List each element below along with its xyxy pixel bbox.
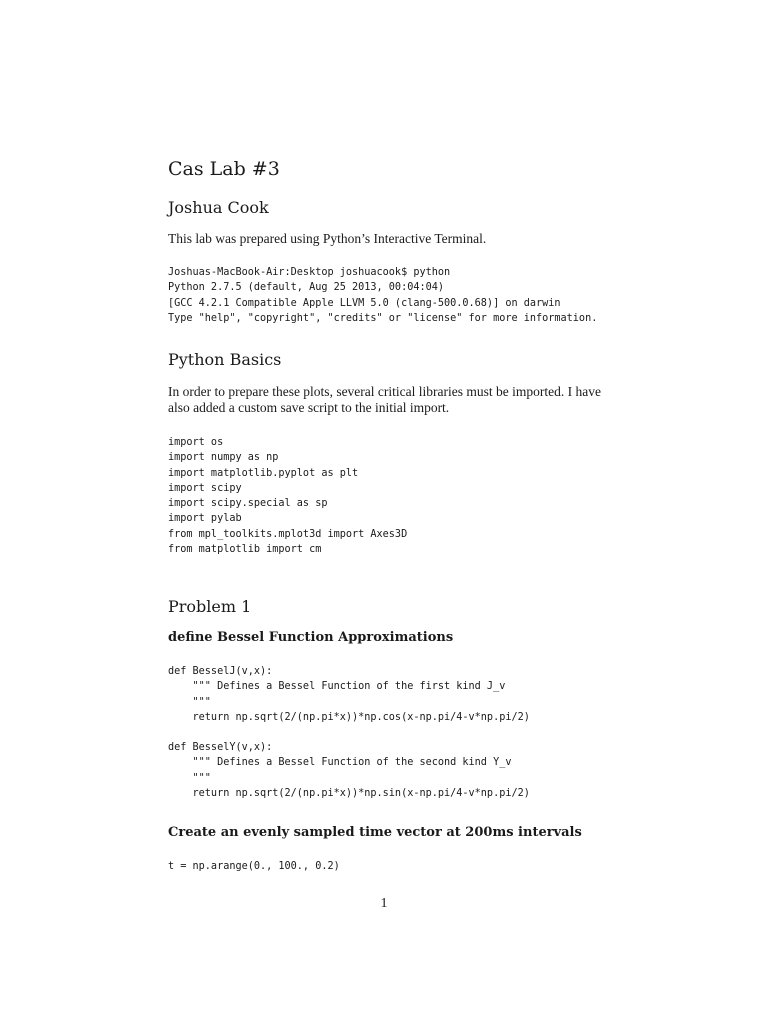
besselj-code-block: def BesselJ(v,x): """ Defines a Bessel Function of the first kind J_v """ return np.sqrt(2/(np.pi*x))*np.cos(x-np.pi/4-v*np.pi/2) [168,666,530,723]
intro-paragraph: This lab was prepared using Python’s Interactive Terminal. [168,231,487,246]
imports-code-block: import os import numpy as np import matplotlib.pyplot as plt import scipy import scipy.special as sp import pylab from mpl_toolkits.mplot3d import Axes3D from matplotlib import cm [168,437,408,556]
terminal-code-block: Joshuas-MacBook-Air:Desktop joshuacook$ python Python 2.7.5 (default, Aug 25 2013, 00:04:04) [GCC 4.2.1 Compatible Apple LLVM 5.0 (clang-500.0.68)] on darwin Type "help", "copyright", "credits" or "license" for more information. [168,267,598,324]
basics-paragraph: In order to prepare these plots, several critical libraries must be imported. I have also added a custom save script to the initial import. [168,384,601,415]
section-heading-problem-1: Problem 1 [168,597,252,616]
time-vector-code-block: t = np.arange(0., 100., 0.2) [168,861,340,872]
section-heading-python-basics: Python Basics [168,350,282,369]
bessely-code-block: def BesselY(v,x): """ Defines a Bessel Function of the second kind Y_v """ return np.sqrt(2/(np.pi*x))*np.sin(x-np.pi/4-v*np.pi/2) [168,742,530,799]
subsection-heading-bessel: define Bessel Function Approximations [168,630,454,645]
page-number: 1 [380,896,388,911]
subsection-heading-time-vector: Create an evenly sampled time vector at 200ms intervals [168,825,582,840]
document-title: Cas Lab #3 [168,158,280,180]
author-name: Joshua Cook [168,198,269,217]
